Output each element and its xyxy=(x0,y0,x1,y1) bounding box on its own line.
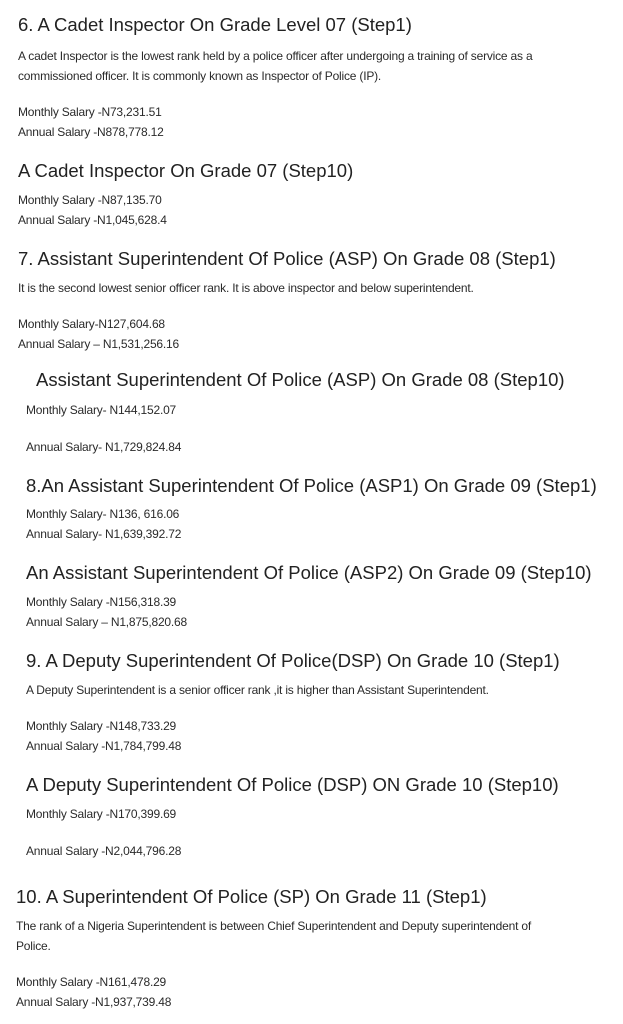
monthly-salary: Monthly Salary -N170,399.69 xyxy=(26,807,177,821)
section-heading: 8.An Assistant Superintendent Of Police (ASP1) On Grade 09 (Step1) xyxy=(26,475,597,496)
annual-salary: Annual Salary -N1,784,799.48 xyxy=(26,739,182,753)
section-description: A Deputy Superintendent is a senior officer rank ,it is higher than Assistant Superintendent. xyxy=(26,683,489,697)
annual-salary: Annual Salary -N2,044,796.28 xyxy=(26,844,182,858)
section-heading: 9. A Deputy Superintendent Of Police(DSP) On Grade 10 (Step1) xyxy=(26,650,560,671)
section-heading: 7. Assistant Superintendent Of Police (ASP) On Grade 08 (Step1) xyxy=(18,248,556,269)
section-heading: A Cadet Inspector On Grade 07 (Step10) xyxy=(18,160,354,181)
section-heading: 6. A Cadet Inspector On Grade Level 07 (Step1) xyxy=(18,14,412,35)
annual-salary: Annual Salary- N1,639,392.72 xyxy=(26,527,182,541)
section-description: A cadet Inspector is the lowest rank held by a police officer after undergoing a training of service as a xyxy=(18,49,533,63)
monthly-salary: Monthly Salary -N73,231.51 xyxy=(18,105,162,119)
monthly-salary: Monthly Salary -N161,478.29 xyxy=(16,975,167,989)
annual-salary: Annual Salary – N1,531,256.16 xyxy=(18,337,179,351)
annual-salary: Annual Salary – N1,875,820.68 xyxy=(26,615,187,629)
monthly-salary: Monthly Salary -N87,135.70 xyxy=(18,193,162,207)
section-description: It is the second lowest senior officer rank. It is above inspector and below superintendent. xyxy=(18,281,474,295)
annual-salary: Annual Salary -N1,937,739.48 xyxy=(16,995,172,1009)
section-heading: A Deputy Superintendent Of Police (DSP) ON Grade 10 (Step10) xyxy=(26,774,559,795)
annual-salary: Annual Salary- N1,729,824.84 xyxy=(26,440,182,454)
monthly-salary: Monthly Salary- N144,152.07 xyxy=(26,403,177,417)
monthly-salary: Monthly Salary -N156,318.39 xyxy=(26,595,177,609)
section-description: commissioned officer. It is commonly known as Inspector of Police (IP). xyxy=(18,69,382,83)
monthly-salary: Monthly Salary -N148,733.29 xyxy=(26,719,177,733)
section-heading: 10. A Superintendent Of Police (SP) On Grade 11 (Step1) xyxy=(16,886,487,907)
section-heading: Assistant Superintendent Of Police (ASP) On Grade 08 (Step10) xyxy=(36,369,565,390)
section-description: Police. xyxy=(16,939,51,953)
section-description: The rank of a Nigeria Superintendent is between Chief Superintendent and Deputy superintendent of xyxy=(16,919,531,933)
annual-salary: Annual Salary -N1,045,628.4 xyxy=(18,213,167,227)
monthly-salary: Monthly Salary- N136, 616.06 xyxy=(26,507,180,521)
monthly-salary: Monthly Salary-N127,604.68 xyxy=(18,317,165,331)
section-heading: An Assistant Superintendent Of Police (ASP2) On Grade 09 (Step10) xyxy=(26,562,592,583)
annual-salary: Annual Salary -N878,778.12 xyxy=(18,125,164,139)
